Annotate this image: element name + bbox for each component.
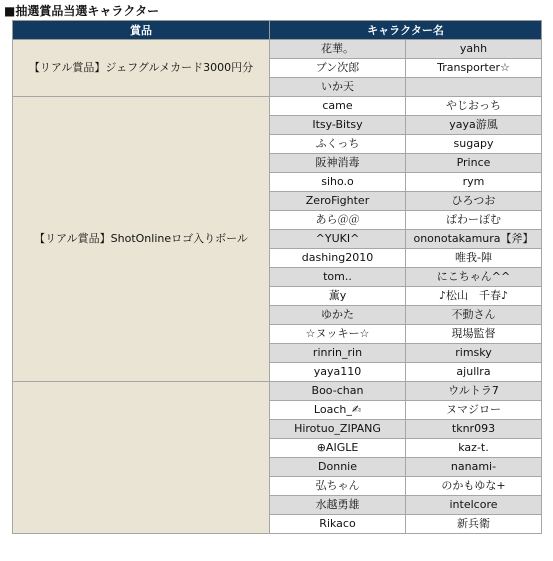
character-name-cell: rinrin_rin: [270, 344, 406, 363]
character-name-cell: いか天: [270, 78, 406, 97]
character-name-cell: kaz-t.: [406, 439, 542, 458]
prize-cell: 【リアル賞品】ShotOnlineロゴ入りボール: [13, 97, 270, 382]
character-name-cell: 弘ちゃん: [270, 477, 406, 496]
table-row: [13, 97, 542, 116]
character-name-cell: yahh: [406, 40, 542, 59]
character-name-cell: ⊕AIGLE: [270, 439, 406, 458]
character-name-cell: dashing2010: [270, 249, 406, 268]
character-name-cell: 薫y: [270, 287, 406, 306]
character-name-cell: tknr093: [406, 420, 542, 439]
character-name-cell: ☆ヌッキー☆: [270, 325, 406, 344]
character-name-cell: 水越勇雄: [270, 496, 406, 515]
character-name-cell: にこちゃん^^: [406, 268, 542, 287]
character-name-cell: 花華。: [270, 40, 406, 59]
character-name-cell: ononotakamura【斧】: [406, 230, 542, 249]
section-heading: ■抽選賞品当選キャラクター: [4, 4, 160, 18]
character-name-cell: Hirotuo_ZIPANG: [270, 420, 406, 439]
character-name-cell: ひろつお: [406, 192, 542, 211]
winners-table: [12, 20, 542, 534]
table-row: [13, 382, 542, 401]
character-name-cell: ブン次郎: [270, 59, 406, 78]
table-header-row: [13, 21, 542, 40]
character-name-cell: ^YUKI^: [270, 230, 406, 249]
character-name-cell: rimsky: [406, 344, 542, 363]
table-body: [13, 40, 542, 534]
character-name-cell: Donnie: [270, 458, 406, 477]
character-name-cell: Prince: [406, 154, 542, 173]
character-name-cell: siho.o: [270, 173, 406, 192]
character-name-cell: intelcore: [406, 496, 542, 515]
character-name-cell: ヌマジロー: [406, 401, 542, 420]
character-name-cell: ZeroFighter: [270, 192, 406, 211]
prize-cell: 【リアル賞品】ジェフグルメカード3000円分: [13, 40, 270, 97]
character-name-cell: ウルトラ7: [406, 382, 542, 401]
character-name-cell: rym: [406, 173, 542, 192]
character-name-cell: のかもゆな+: [406, 477, 542, 496]
character-name-cell: ♪松山 千春♪: [406, 287, 542, 306]
character-name-cell: 現場監督: [406, 325, 542, 344]
prize-column-header: 賞品: [13, 21, 270, 40]
character-name-cell: 新兵衛: [406, 515, 542, 534]
character-name-cell: ゆかた: [270, 306, 406, 325]
character-name-cell: Boo-chan: [270, 382, 406, 401]
character-name-cell: yaya110: [270, 363, 406, 382]
character-name-cell: Transporter☆: [406, 59, 542, 78]
character-name-cell: came: [270, 97, 406, 116]
table-row: [13, 40, 542, 59]
character-name-cell: [406, 78, 542, 97]
character-name-cell: tom..: [270, 268, 406, 287]
prize-cell: [13, 382, 270, 534]
character-name-cell: やじおっち: [406, 97, 542, 116]
character-name-cell: sugapy: [406, 135, 542, 154]
character-name-cell: 唯我-陣: [406, 249, 542, 268]
character-name-cell: nanami-: [406, 458, 542, 477]
character-name-cell: ふくっち: [270, 135, 406, 154]
character-name-cell: Itsy-Bitsy: [270, 116, 406, 135]
character-name-cell: Loach_✍: [270, 401, 406, 420]
character-name-cell: Rikaco: [270, 515, 406, 534]
character-name-cell: あら＠＠: [270, 211, 406, 230]
character-column-header: キャラクター名: [270, 21, 542, 40]
character-name-cell: 阪神消毒: [270, 154, 406, 173]
character-name-cell: ぱわーぽむ: [406, 211, 542, 230]
character-name-cell: yaya游風: [406, 116, 542, 135]
character-name-cell: ajullra: [406, 363, 542, 382]
character-name-cell: 不動さん: [406, 306, 542, 325]
